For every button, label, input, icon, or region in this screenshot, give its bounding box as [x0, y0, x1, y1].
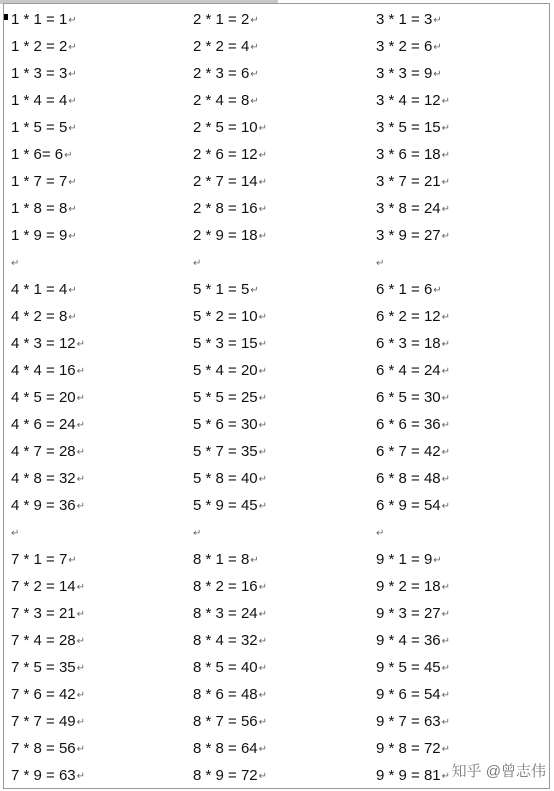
paragraph-mark-icon: ↵	[441, 501, 451, 512]
equation-text: 6 * 8 = 48	[376, 470, 441, 487]
equation-cell[interactable]	[193, 60, 259, 88]
paragraph-mark-icon: ↵	[193, 528, 202, 539]
equation-text: 1 * 5 = 5	[11, 119, 68, 136]
equation-text: 1 * 9 = 9	[11, 227, 68, 244]
table-row	[4, 627, 549, 654]
equation-text: 5 * 3 = 15	[193, 335, 258, 352]
document-page[interactable]	[3, 3, 550, 789]
empty-cell[interactable]	[193, 519, 201, 547]
table-row	[4, 384, 549, 411]
paragraph-mark-icon: ↵	[258, 501, 268, 512]
equation-cell[interactable]	[193, 303, 267, 331]
equation-cell[interactable]	[11, 330, 85, 358]
equation-cell[interactable]	[376, 6, 442, 34]
equation-cell[interactable]	[11, 384, 85, 412]
equation-cell[interactable]	[11, 357, 85, 385]
equation-cell[interactable]	[376, 222, 450, 250]
equation-text: 8 * 5 = 40	[193, 659, 258, 676]
paragraph-mark-icon: ↵	[64, 150, 73, 161]
table-row	[4, 87, 549, 114]
equation-cell[interactable]	[11, 411, 85, 439]
equation-cell[interactable]	[11, 573, 85, 601]
paragraph-mark-icon: ↵	[76, 339, 86, 350]
paragraph-mark-icon: ↵	[76, 393, 86, 404]
equation-text: 6 * 1 = 6	[376, 281, 433, 298]
table-row	[4, 492, 549, 519]
equation-cell[interactable]	[193, 276, 259, 304]
equation-cell[interactable]	[193, 573, 267, 601]
equation-text: 6 * 3 = 18	[376, 335, 441, 352]
equation-cell[interactable]	[376, 330, 450, 358]
equation-cell[interactable]	[193, 195, 267, 223]
paragraph-mark-icon: ↵	[76, 609, 86, 620]
paragraph-mark-icon: ↵	[258, 312, 268, 323]
paragraph-mark-icon: ↵	[441, 339, 451, 350]
paragraph-mark-icon: ↵	[258, 420, 268, 431]
equation-text: 5 * 4 = 20	[193, 362, 258, 379]
equation-cell[interactable]	[376, 492, 450, 520]
table-row	[4, 303, 549, 330]
equation-cell[interactable]	[376, 357, 450, 385]
equation-text: 1 * 3 = 3	[11, 65, 68, 82]
paragraph-mark-icon: ↵	[76, 366, 86, 377]
paragraph-mark-icon: ↵	[258, 744, 268, 755]
paragraph-mark-icon: ↵	[441, 420, 451, 431]
equation-cell[interactable]	[193, 33, 259, 61]
equation-text: 5 * 7 = 35	[193, 443, 258, 460]
paragraph-mark-icon: ↵	[68, 177, 77, 188]
equation-cell[interactable]	[11, 195, 77, 223]
equation-text: 2 * 8 = 16	[193, 200, 258, 217]
equation-cell[interactable]	[193, 762, 267, 790]
empty-row	[4, 249, 549, 276]
equation-text: 3 * 2 = 6	[376, 38, 433, 55]
paragraph-mark-icon: ↵	[258, 123, 268, 134]
equation-text: 8 * 2 = 16	[193, 578, 258, 595]
table-row	[4, 276, 549, 303]
equation-text: 4 * 2 = 8	[11, 308, 68, 325]
table-row	[4, 141, 549, 168]
equation-cell[interactable]	[193, 600, 267, 628]
paragraph-mark-icon: ↵	[441, 150, 451, 161]
equation-text: 7 * 5 = 35	[11, 659, 76, 676]
equation-cell[interactable]	[193, 411, 267, 439]
equation-text: 3 * 9 = 27	[376, 227, 441, 244]
equation-text: 9 * 2 = 18	[376, 578, 441, 595]
paragraph-mark-icon: ↵	[258, 474, 268, 485]
paragraph-mark-icon: ↵	[258, 771, 268, 782]
table-row	[4, 114, 549, 141]
equation-text: 6 * 6 = 36	[376, 416, 441, 433]
paragraph-mark-icon: ↵	[68, 285, 77, 296]
paragraph-mark-icon: ↵	[441, 690, 451, 701]
equation-cell[interactable]	[11, 33, 77, 61]
equation-cell[interactable]	[193, 681, 267, 709]
paragraph-mark-icon: ↵	[376, 258, 385, 269]
empty-cell[interactable]	[376, 519, 384, 547]
equation-cell[interactable]	[11, 438, 85, 466]
paragraph-mark-icon: ↵	[441, 717, 451, 728]
equation-text: 4 * 7 = 28	[11, 443, 76, 460]
equation-text: 1 * 6= 6	[11, 146, 64, 163]
paragraph-mark-icon: ↵	[258, 339, 268, 350]
equation-text: 1 * 1 = 1	[11, 11, 68, 28]
paragraph-mark-icon: ↵	[68, 231, 77, 242]
equation-cell[interactable]	[193, 627, 267, 655]
equation-cell[interactable]	[193, 438, 267, 466]
equation-cell[interactable]	[376, 141, 450, 169]
equation-cell[interactable]	[193, 114, 267, 142]
paragraph-mark-icon: ↵	[76, 663, 86, 674]
paragraph-mark-icon: ↵	[76, 420, 86, 431]
equation-text: 5 * 5 = 25	[193, 389, 258, 406]
paragraph-mark-icon: ↵	[441, 663, 451, 674]
paragraph-mark-icon: ↵	[76, 744, 86, 755]
paragraph-mark-icon: ↵	[258, 447, 268, 458]
equation-cell[interactable]	[376, 303, 450, 331]
paragraph-mark-icon: ↵	[376, 528, 385, 539]
equation-cell[interactable]	[193, 222, 267, 250]
equation-cell[interactable]	[376, 546, 442, 574]
paragraph-mark-icon: ↵	[11, 258, 20, 269]
table-row	[4, 546, 549, 573]
paragraph-mark-icon: ↵	[441, 204, 451, 215]
paragraph-mark-icon: ↵	[258, 177, 268, 188]
equation-text: 4 * 1 = 4	[11, 281, 68, 298]
table-row	[4, 222, 549, 249]
equation-cell[interactable]	[193, 357, 267, 385]
table-row	[4, 654, 549, 681]
paragraph-mark-icon: ↵	[68, 96, 77, 107]
paragraph-mark-icon: ↵	[441, 231, 451, 242]
equation-cell[interactable]	[376, 276, 442, 304]
table-row	[4, 168, 549, 195]
paragraph-mark-icon: ↵	[258, 366, 268, 377]
equation-text: 9 * 7 = 63	[376, 713, 441, 730]
equation-cell[interactable]	[11, 303, 77, 331]
paragraph-mark-icon: ↵	[68, 42, 77, 53]
paragraph-mark-icon: ↵	[68, 312, 77, 323]
paragraph-mark-icon: ↵	[250, 285, 259, 296]
equation-text: 6 * 9 = 54	[376, 497, 441, 514]
paragraph-mark-icon: ↵	[441, 447, 451, 458]
equation-text: 7 * 3 = 21	[11, 605, 76, 622]
equation-text: 7 * 2 = 14	[11, 578, 76, 595]
table-row	[4, 33, 549, 60]
paragraph-mark-icon: ↵	[433, 15, 442, 26]
equation-text: 5 * 9 = 45	[193, 497, 258, 514]
equation-text: 3 * 3 = 9	[376, 65, 433, 82]
equation-text: 5 * 8 = 40	[193, 470, 258, 487]
table-row	[4, 573, 549, 600]
paragraph-mark-icon: ↵	[258, 717, 268, 728]
equation-text: 7 * 8 = 56	[11, 740, 76, 757]
equation-cell[interactable]	[11, 735, 85, 763]
equation-cell[interactable]	[193, 654, 267, 682]
equation-text: 1 * 4 = 4	[11, 92, 68, 109]
equation-cell[interactable]	[193, 330, 267, 358]
equation-text: 3 * 7 = 21	[376, 173, 441, 190]
equation-text: 8 * 6 = 48	[193, 686, 258, 703]
paragraph-mark-icon: ↵	[258, 204, 268, 215]
equation-cell[interactable]	[376, 627, 450, 655]
table-row	[4, 708, 549, 735]
equation-cell[interactable]	[11, 168, 77, 196]
equation-text: 9 * 8 = 72	[376, 740, 441, 757]
table-row	[4, 600, 549, 627]
paragraph-mark-icon: ↵	[441, 366, 451, 377]
equation-cell[interactable]	[376, 411, 450, 439]
equation-text: 7 * 9 = 63	[11, 767, 76, 784]
equation-text: 2 * 1 = 2	[193, 11, 250, 28]
equation-text: 7 * 1 = 7	[11, 551, 68, 568]
equation-text: 7 * 4 = 28	[11, 632, 76, 649]
equation-text: 6 * 4 = 24	[376, 362, 441, 379]
equation-cell[interactable]	[11, 600, 85, 628]
equation-text: 8 * 8 = 64	[193, 740, 258, 757]
equation-text: 3 * 1 = 3	[376, 11, 433, 28]
paragraph-mark-icon: ↵	[258, 231, 268, 242]
equation-cell[interactable]	[193, 708, 267, 736]
empty-cell[interactable]	[193, 249, 201, 277]
equation-text: 2 * 5 = 10	[193, 119, 258, 136]
paragraph-mark-icon: ↵	[250, 96, 259, 107]
equation-cell[interactable]	[376, 465, 450, 493]
equation-cell[interactable]	[376, 195, 450, 223]
paragraph-mark-icon: ↵	[441, 609, 451, 620]
equation-cell[interactable]	[193, 87, 259, 115]
equation-text: 4 * 4 = 16	[11, 362, 76, 379]
paragraph-mark-icon: ↵	[68, 15, 77, 26]
equation-text: 3 * 8 = 24	[376, 200, 441, 217]
equation-text: 9 * 5 = 45	[376, 659, 441, 676]
paragraph-mark-icon: ↵	[258, 636, 268, 647]
paragraph-mark-icon: ↵	[441, 96, 451, 107]
equation-text: 7 * 7 = 49	[11, 713, 76, 730]
equation-cell[interactable]	[376, 573, 450, 601]
equation-text: 1 * 7 = 7	[11, 173, 68, 190]
paragraph-mark-icon: ↵	[76, 474, 86, 485]
paragraph-mark-icon: ↵	[250, 42, 259, 53]
paragraph-mark-icon: ↵	[433, 285, 442, 296]
equation-cell[interactable]	[11, 141, 73, 169]
table-row	[4, 681, 549, 708]
equation-cell[interactable]	[11, 627, 85, 655]
paragraph-mark-icon: ↵	[433, 69, 442, 80]
equation-text: 6 * 5 = 30	[376, 389, 441, 406]
equation-text: 2 * 3 = 6	[193, 65, 250, 82]
paragraph-mark-icon: ↵	[68, 69, 77, 80]
paragraph-mark-icon: ↵	[76, 501, 86, 512]
equation-cell[interactable]	[376, 384, 450, 412]
paragraph-mark-icon: ↵	[250, 69, 259, 80]
equation-text: 9 * 1 = 9	[376, 551, 433, 568]
paragraph-mark-icon: ↵	[441, 771, 451, 782]
equation-cell[interactable]	[376, 708, 450, 736]
paragraph-mark-icon: ↵	[68, 204, 77, 215]
equation-text: 6 * 2 = 12	[376, 308, 441, 325]
equation-cell[interactable]	[376, 762, 450, 790]
equation-cell[interactable]	[193, 546, 259, 574]
paragraph-mark-icon: ↵	[258, 393, 268, 404]
equation-text: 9 * 9 = 81	[376, 767, 441, 784]
equation-text: 3 * 6 = 18	[376, 146, 441, 163]
equation-cell[interactable]	[193, 384, 267, 412]
equation-cell[interactable]	[193, 465, 267, 493]
paragraph-mark-icon: ↵	[441, 582, 451, 593]
equation-cell[interactable]	[11, 87, 77, 115]
paragraph-mark-icon: ↵	[433, 555, 442, 566]
empty-row	[4, 519, 549, 546]
paragraph-mark-icon: ↵	[258, 609, 268, 620]
equation-text: 8 * 4 = 32	[193, 632, 258, 649]
paragraph-mark-icon: ↵	[441, 744, 451, 755]
equation-text: 8 * 9 = 72	[193, 767, 258, 784]
equation-text: 9 * 4 = 36	[376, 632, 441, 649]
equation-text: 1 * 8 = 8	[11, 200, 68, 217]
paragraph-mark-icon: ↵	[441, 393, 451, 404]
equation-cell[interactable]	[376, 654, 450, 682]
equation-text: 8 * 1 = 8	[193, 551, 250, 568]
equation-cell[interactable]	[376, 438, 450, 466]
paragraph-mark-icon: ↵	[76, 582, 86, 593]
equation-text: 5 * 6 = 30	[193, 416, 258, 433]
paragraph-mark-icon: ↵	[433, 42, 442, 53]
equation-cell[interactable]	[376, 681, 450, 709]
paragraph-mark-icon: ↵	[68, 555, 77, 566]
equation-text: 6 * 7 = 42	[376, 443, 441, 460]
table-row	[4, 195, 549, 222]
equation-cell[interactable]	[376, 87, 450, 115]
equation-text: 9 * 6 = 54	[376, 686, 441, 703]
equation-text: 4 * 3 = 12	[11, 335, 76, 352]
paragraph-mark-icon: ↵	[68, 123, 77, 134]
watermark: 知乎 @曾志伟	[451, 763, 546, 780]
equation-text: 1 * 2 = 2	[11, 38, 68, 55]
equation-cell[interactable]	[376, 33, 442, 61]
paragraph-mark-icon: ↵	[193, 258, 202, 269]
paragraph-mark-icon: ↵	[258, 582, 268, 593]
equation-cell[interactable]	[11, 465, 85, 493]
paragraph-mark-icon: ↵	[76, 717, 86, 728]
paragraph-mark-icon: ↵	[76, 690, 86, 701]
equation-text: 5 * 1 = 5	[193, 281, 250, 298]
equation-cell[interactable]	[11, 6, 77, 34]
equation-cell[interactable]	[11, 276, 77, 304]
equation-cell[interactable]	[11, 654, 85, 682]
equation-cell[interactable]	[193, 735, 267, 763]
equation-text: 4 * 9 = 36	[11, 497, 76, 514]
table-row	[4, 465, 549, 492]
equation-cell[interactable]	[193, 492, 267, 520]
paragraph-mark-icon: ↵	[250, 555, 259, 566]
table-row	[4, 60, 549, 87]
equation-text: 8 * 7 = 56	[193, 713, 258, 730]
equation-text: 2 * 9 = 18	[193, 227, 258, 244]
table-row	[4, 438, 549, 465]
equation-text: 3 * 4 = 12	[376, 92, 441, 109]
equation-text: 4 * 8 = 32	[11, 470, 76, 487]
table-row	[4, 735, 549, 762]
equation-text: 8 * 3 = 24	[193, 605, 258, 622]
equation-cell[interactable]	[193, 6, 259, 34]
equation-cell[interactable]	[11, 222, 77, 250]
equation-cell[interactable]	[376, 114, 450, 142]
table-row	[4, 357, 549, 384]
paragraph-mark-icon: ↵	[250, 15, 259, 26]
equation-text: 9 * 3 = 27	[376, 605, 441, 622]
equation-cell[interactable]	[11, 492, 85, 520]
equation-cell[interactable]	[11, 546, 77, 574]
equation-cell[interactable]	[193, 141, 267, 169]
equation-cell[interactable]	[376, 600, 450, 628]
equation-cell[interactable]	[11, 708, 85, 736]
paragraph-mark-icon: ↵	[76, 447, 86, 458]
paragraph-mark-icon: ↵	[11, 528, 20, 539]
paragraph-mark-icon: ↵	[441, 312, 451, 323]
equation-cell[interactable]	[11, 762, 85, 790]
table-row	[4, 411, 549, 438]
empty-cell[interactable]	[376, 249, 384, 277]
equation-text: 2 * 6 = 12	[193, 146, 258, 163]
equation-text: 4 * 5 = 20	[11, 389, 76, 406]
equation-text: 2 * 4 = 8	[193, 92, 250, 109]
paragraph-mark-icon: ↵	[441, 123, 451, 134]
table-row	[4, 6, 549, 33]
paragraph-mark-icon: ↵	[76, 636, 86, 647]
paragraph-mark-icon: ↵	[258, 690, 268, 701]
empty-cell[interactable]	[11, 519, 19, 547]
equation-cell[interactable]	[11, 60, 77, 88]
table-row	[4, 330, 549, 357]
equation-text: 5 * 2 = 10	[193, 308, 258, 325]
equation-cell[interactable]	[376, 735, 450, 763]
equation-cell[interactable]	[193, 168, 267, 196]
equation-text: 2 * 7 = 14	[193, 173, 258, 190]
paragraph-mark-icon: ↵	[441, 177, 451, 188]
paragraph-mark-icon: ↵	[258, 150, 268, 161]
equation-text: 7 * 6 = 42	[11, 686, 76, 703]
equation-cell[interactable]	[11, 114, 77, 142]
equation-cell[interactable]	[376, 60, 442, 88]
equation-text: 4 * 6 = 24	[11, 416, 76, 433]
equation-cell[interactable]	[11, 681, 85, 709]
paragraph-mark-icon: ↵	[76, 771, 86, 782]
equation-text: 3 * 5 = 15	[376, 119, 441, 136]
empty-cell[interactable]	[11, 249, 19, 277]
paragraph-mark-icon: ↵	[258, 663, 268, 674]
paragraph-mark-icon: ↵	[441, 474, 451, 485]
paragraph-mark-icon: ↵	[441, 636, 451, 647]
equation-text: 2 * 2 = 4	[193, 38, 250, 55]
equation-cell[interactable]	[376, 168, 450, 196]
